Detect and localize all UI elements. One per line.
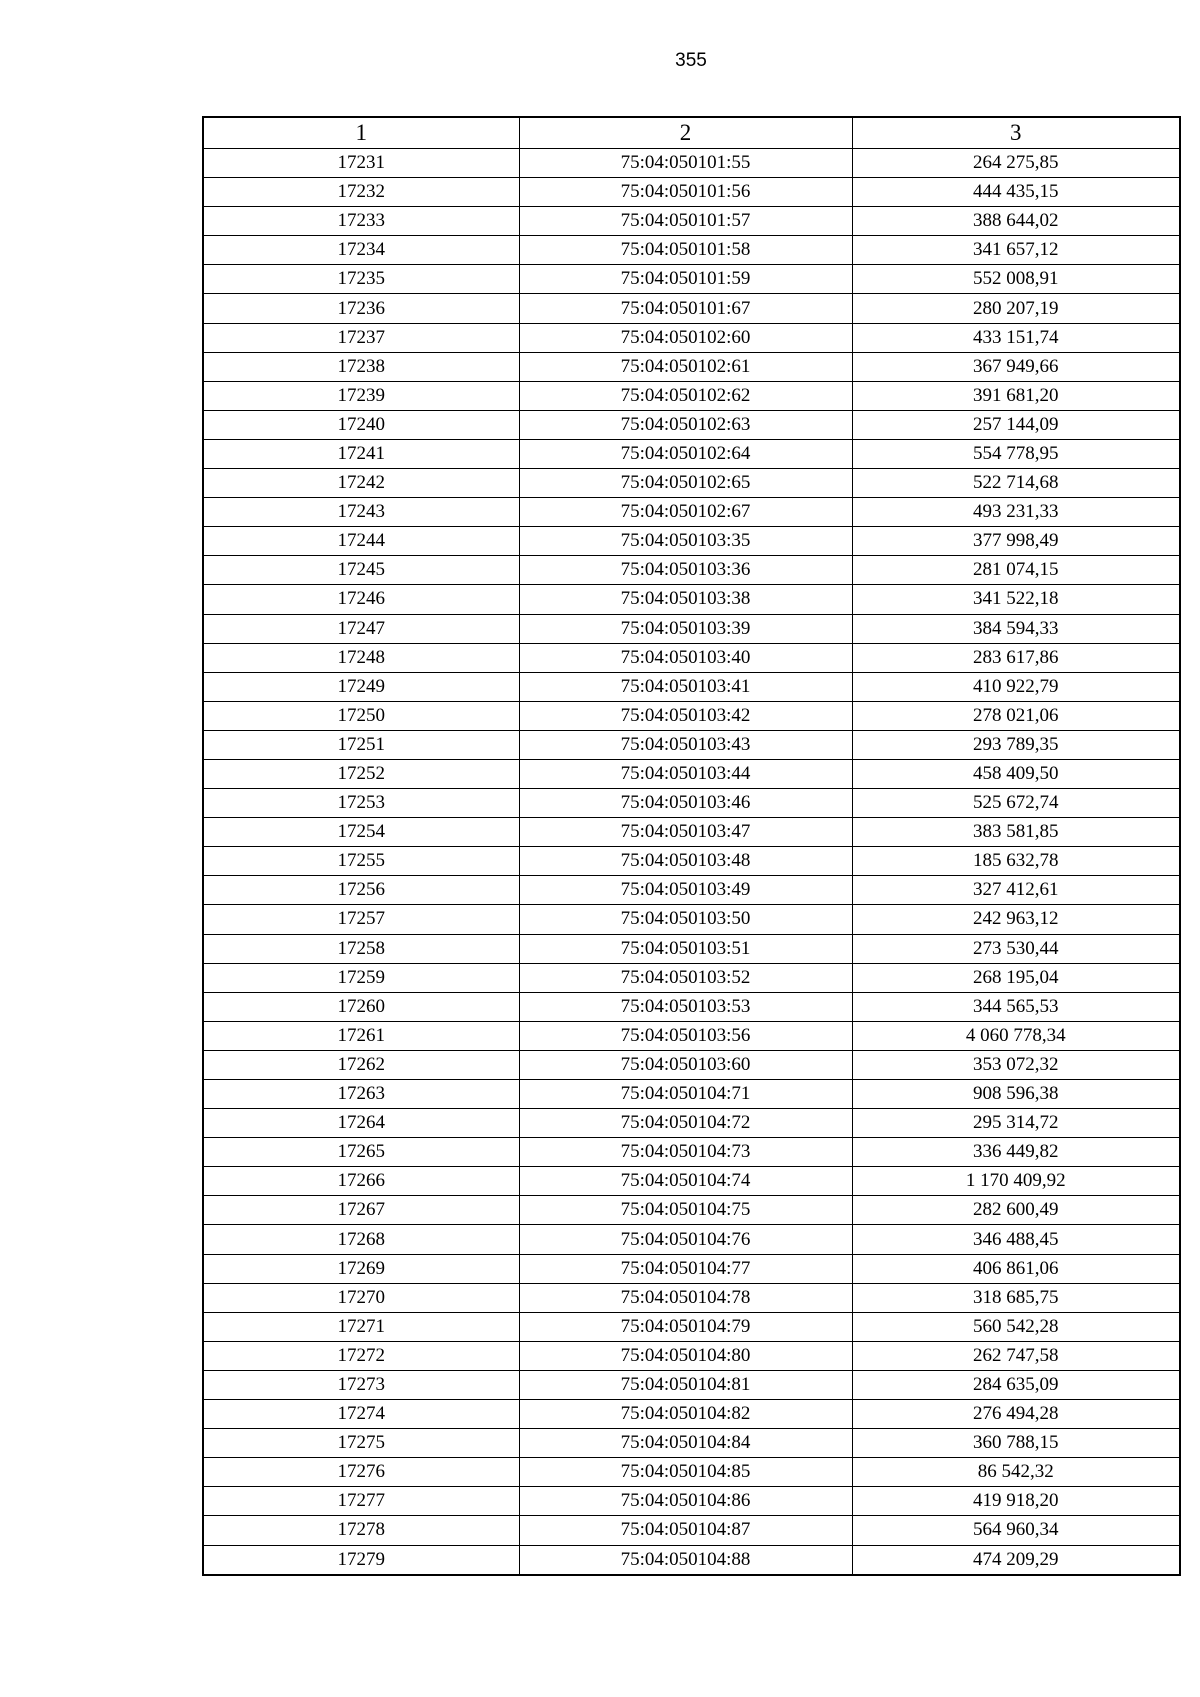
value-cell: 281 074,15 bbox=[852, 556, 1180, 585]
row-number-cell: 17245 bbox=[203, 556, 519, 585]
cadastral-number-cell: 75:04:050103:36 bbox=[519, 556, 852, 585]
table-row bbox=[203, 992, 1180, 1021]
value-cell: 560 542,28 bbox=[852, 1312, 1180, 1341]
row-number-cell: 17231 bbox=[203, 149, 519, 178]
value-cell: 341 657,12 bbox=[852, 236, 1180, 265]
table-row bbox=[203, 905, 1180, 934]
row-number-cell: 17256 bbox=[203, 876, 519, 905]
cadastral-number-cell: 75:04:050103:43 bbox=[519, 730, 852, 759]
table-row bbox=[203, 527, 1180, 556]
table-row bbox=[203, 701, 1180, 730]
row-number-cell: 17247 bbox=[203, 614, 519, 643]
table-row bbox=[203, 789, 1180, 818]
cadastral-number-cell: 75:04:050104:74 bbox=[519, 1167, 852, 1196]
cadastral-number-cell: 75:04:050102:67 bbox=[519, 498, 852, 527]
row-number-cell: 17248 bbox=[203, 643, 519, 672]
row-number-cell: 17259 bbox=[203, 963, 519, 992]
row-number-cell: 17265 bbox=[203, 1138, 519, 1167]
row-number-cell: 17264 bbox=[203, 1109, 519, 1138]
header-row bbox=[203, 117, 1180, 149]
table-row bbox=[203, 759, 1180, 788]
table-row bbox=[203, 876, 1180, 905]
table-row bbox=[203, 1167, 1180, 1196]
row-number-cell: 17238 bbox=[203, 352, 519, 381]
table-row bbox=[203, 1021, 1180, 1050]
cadastral-number-cell: 75:04:050101:55 bbox=[519, 149, 852, 178]
table-row bbox=[203, 1429, 1180, 1458]
value-cell: 419 918,20 bbox=[852, 1487, 1180, 1516]
row-number-cell: 17240 bbox=[203, 410, 519, 439]
cadastral-number-cell: 75:04:050104:75 bbox=[519, 1196, 852, 1225]
cadastral-number-cell: 75:04:050104:85 bbox=[519, 1458, 852, 1487]
cadastral-number-cell: 75:04:050104:77 bbox=[519, 1254, 852, 1283]
value-cell: 86 542,32 bbox=[852, 1458, 1180, 1487]
cadastral-number-cell: 75:04:050101:59 bbox=[519, 265, 852, 294]
table-row bbox=[203, 352, 1180, 381]
cadastral-number-cell: 75:04:050103:44 bbox=[519, 759, 852, 788]
cadastral-number-cell: 75:04:050103:51 bbox=[519, 934, 852, 963]
value-cell: 264 275,85 bbox=[852, 149, 1180, 178]
value-cell: 391 681,20 bbox=[852, 381, 1180, 410]
page-number: 355 bbox=[675, 50, 707, 71]
row-number-cell: 17276 bbox=[203, 1458, 519, 1487]
cadastral-number-cell: 75:04:050104:80 bbox=[519, 1341, 852, 1370]
cadastral-number-cell: 75:04:050104:81 bbox=[519, 1370, 852, 1399]
value-cell: 295 314,72 bbox=[852, 1109, 1180, 1138]
value-cell: 554 778,95 bbox=[852, 439, 1180, 468]
table-row bbox=[203, 1254, 1180, 1283]
value-cell: 185 632,78 bbox=[852, 847, 1180, 876]
row-number-cell: 17244 bbox=[203, 527, 519, 556]
value-cell: 388 644,02 bbox=[852, 207, 1180, 236]
table-row bbox=[203, 1225, 1180, 1254]
row-number-cell: 17239 bbox=[203, 381, 519, 410]
row-number-cell: 17262 bbox=[203, 1050, 519, 1079]
table-row bbox=[203, 1516, 1180, 1545]
table-row bbox=[203, 410, 1180, 439]
row-number-cell: 17252 bbox=[203, 759, 519, 788]
cadastral-number-cell: 75:04:050104:78 bbox=[519, 1283, 852, 1312]
cadastral-number-cell: 75:04:050104:73 bbox=[519, 1138, 852, 1167]
cadastral-number-cell: 75:04:050103:47 bbox=[519, 818, 852, 847]
cadastral-number-cell: 75:04:050103:52 bbox=[519, 963, 852, 992]
row-number-cell: 17266 bbox=[203, 1167, 519, 1196]
row-number-cell: 17250 bbox=[203, 701, 519, 730]
table-row bbox=[203, 294, 1180, 323]
cadastral-number-cell: 75:04:050102:60 bbox=[519, 323, 852, 352]
table-row bbox=[203, 934, 1180, 963]
row-number-cell: 17236 bbox=[203, 294, 519, 323]
table-row bbox=[203, 236, 1180, 265]
value-cell: 384 594,33 bbox=[852, 614, 1180, 643]
row-number-cell: 17242 bbox=[203, 469, 519, 498]
value-cell: 344 565,53 bbox=[852, 992, 1180, 1021]
row-number-cell: 17243 bbox=[203, 498, 519, 527]
table-header bbox=[203, 117, 1180, 149]
value-cell: 283 617,86 bbox=[852, 643, 1180, 672]
value-cell: 525 672,74 bbox=[852, 789, 1180, 818]
table-row bbox=[203, 207, 1180, 236]
table-row bbox=[203, 381, 1180, 410]
table-row bbox=[203, 730, 1180, 759]
value-cell: 278 021,06 bbox=[852, 701, 1180, 730]
value-cell: 346 488,45 bbox=[852, 1225, 1180, 1254]
row-number-cell: 17271 bbox=[203, 1312, 519, 1341]
value-cell: 444 435,15 bbox=[852, 178, 1180, 207]
table-row bbox=[203, 439, 1180, 468]
value-cell: 282 600,49 bbox=[852, 1196, 1180, 1225]
table-row bbox=[203, 643, 1180, 672]
row-number-cell: 17249 bbox=[203, 672, 519, 701]
row-number-cell: 17235 bbox=[203, 265, 519, 294]
table-row bbox=[203, 1312, 1180, 1341]
value-cell: 458 409,50 bbox=[852, 759, 1180, 788]
cadastral-number-cell: 75:04:050103:50 bbox=[519, 905, 852, 934]
cadastral-number-cell: 75:04:050101:57 bbox=[519, 207, 852, 236]
value-cell: 284 635,09 bbox=[852, 1370, 1180, 1399]
table-row bbox=[203, 323, 1180, 352]
cadastral-number-cell: 75:04:050104:79 bbox=[519, 1312, 852, 1341]
cadastral-number-cell: 75:04:050103:35 bbox=[519, 527, 852, 556]
row-number-cell: 17263 bbox=[203, 1080, 519, 1109]
table-row bbox=[203, 265, 1180, 294]
cadastral-number-cell: 75:04:050103:53 bbox=[519, 992, 852, 1021]
table-row bbox=[203, 963, 1180, 992]
value-cell: 4 060 778,34 bbox=[852, 1021, 1180, 1050]
column-header-1: 1 bbox=[203, 117, 519, 149]
row-number-cell: 17241 bbox=[203, 439, 519, 468]
row-number-cell: 17253 bbox=[203, 789, 519, 818]
row-number-cell: 17269 bbox=[203, 1254, 519, 1283]
cadastral-number-cell: 75:04:050104:72 bbox=[519, 1109, 852, 1138]
value-cell: 564 960,34 bbox=[852, 1516, 1180, 1545]
cadastral-number-cell: 75:04:050103:42 bbox=[519, 701, 852, 730]
row-number-cell: 17258 bbox=[203, 934, 519, 963]
value-cell: 474 209,29 bbox=[852, 1545, 1180, 1575]
table-row bbox=[203, 1109, 1180, 1138]
cadastral-number-cell: 75:04:050101:67 bbox=[519, 294, 852, 323]
table-row bbox=[203, 1487, 1180, 1516]
row-number-cell: 17273 bbox=[203, 1370, 519, 1399]
table-row bbox=[203, 1196, 1180, 1225]
value-cell: 1 170 409,92 bbox=[852, 1167, 1180, 1196]
cadastral-number-cell: 75:04:050103:49 bbox=[519, 876, 852, 905]
value-cell: 406 861,06 bbox=[852, 1254, 1180, 1283]
row-number-cell: 17234 bbox=[203, 236, 519, 265]
value-cell: 410 922,79 bbox=[852, 672, 1180, 701]
row-number-cell: 17260 bbox=[203, 992, 519, 1021]
value-cell: 493 231,33 bbox=[852, 498, 1180, 527]
row-number-cell: 17233 bbox=[203, 207, 519, 236]
table-row bbox=[203, 1138, 1180, 1167]
cadastral-number-cell: 75:04:050102:62 bbox=[519, 381, 852, 410]
cadastral-number-cell: 75:04:050102:63 bbox=[519, 410, 852, 439]
value-cell: 293 789,35 bbox=[852, 730, 1180, 759]
value-cell: 341 522,18 bbox=[852, 585, 1180, 614]
row-number-cell: 17277 bbox=[203, 1487, 519, 1516]
row-number-cell: 17274 bbox=[203, 1400, 519, 1429]
data-table bbox=[202, 116, 1181, 1576]
row-number-cell: 17270 bbox=[203, 1283, 519, 1312]
cadastral-number-cell: 75:04:050104:88 bbox=[519, 1545, 852, 1575]
cadastral-number-cell: 75:04:050103:41 bbox=[519, 672, 852, 701]
value-cell: 383 581,85 bbox=[852, 818, 1180, 847]
table-row bbox=[203, 1341, 1180, 1370]
table-row bbox=[203, 1545, 1180, 1575]
table-row bbox=[203, 818, 1180, 847]
table-row bbox=[203, 1050, 1180, 1079]
cadastral-number-cell: 75:04:050104:87 bbox=[519, 1516, 852, 1545]
value-cell: 552 008,91 bbox=[852, 265, 1180, 294]
row-number-cell: 17261 bbox=[203, 1021, 519, 1050]
table-row bbox=[203, 1400, 1180, 1429]
table-row bbox=[203, 585, 1180, 614]
cadastral-number-cell: 75:04:050104:76 bbox=[519, 1225, 852, 1254]
row-number-cell: 17272 bbox=[203, 1341, 519, 1370]
column-header-3: 3 bbox=[852, 117, 1180, 149]
row-number-cell: 17254 bbox=[203, 818, 519, 847]
row-number-cell: 17275 bbox=[203, 1429, 519, 1458]
value-cell: 273 530,44 bbox=[852, 934, 1180, 963]
cadastral-number-cell: 75:04:050104:84 bbox=[519, 1429, 852, 1458]
row-number-cell: 17268 bbox=[203, 1225, 519, 1254]
value-cell: 280 207,19 bbox=[852, 294, 1180, 323]
value-cell: 276 494,28 bbox=[852, 1400, 1180, 1429]
value-cell: 522 714,68 bbox=[852, 469, 1180, 498]
cadastral-number-cell: 75:04:050102:61 bbox=[519, 352, 852, 381]
column-header-2: 2 bbox=[519, 117, 852, 149]
value-cell: 262 747,58 bbox=[852, 1341, 1180, 1370]
cadastral-number-cell: 75:04:050103:56 bbox=[519, 1021, 852, 1050]
row-number-cell: 17257 bbox=[203, 905, 519, 934]
table-row bbox=[203, 672, 1180, 701]
table-row bbox=[203, 556, 1180, 585]
value-cell: 268 195,04 bbox=[852, 963, 1180, 992]
row-number-cell: 17255 bbox=[203, 847, 519, 876]
cadastral-number-cell: 75:04:050103:39 bbox=[519, 614, 852, 643]
cadastral-number-cell: 75:04:050104:82 bbox=[519, 1400, 852, 1429]
row-number-cell: 17246 bbox=[203, 585, 519, 614]
value-cell: 336 449,82 bbox=[852, 1138, 1180, 1167]
value-cell: 908 596,38 bbox=[852, 1080, 1180, 1109]
table-row bbox=[203, 469, 1180, 498]
value-cell: 318 685,75 bbox=[852, 1283, 1180, 1312]
value-cell: 377 998,49 bbox=[852, 527, 1180, 556]
cadastral-number-cell: 75:04:050104:71 bbox=[519, 1080, 852, 1109]
cadastral-number-cell: 75:04:050101:58 bbox=[519, 236, 852, 265]
table-row bbox=[203, 1370, 1180, 1399]
row-number-cell: 17278 bbox=[203, 1516, 519, 1545]
table-row bbox=[203, 614, 1180, 643]
table-row bbox=[203, 498, 1180, 527]
value-cell: 433 151,74 bbox=[852, 323, 1180, 352]
cadastral-number-cell: 75:04:050103:48 bbox=[519, 847, 852, 876]
table-row bbox=[203, 178, 1180, 207]
row-number-cell: 17232 bbox=[203, 178, 519, 207]
cadastral-number-cell: 75:04:050103:60 bbox=[519, 1050, 852, 1079]
cadastral-number-cell: 75:04:050102:64 bbox=[519, 439, 852, 468]
cadastral-number-cell: 75:04:050104:86 bbox=[519, 1487, 852, 1516]
cadastral-number-cell: 75:04:050103:40 bbox=[519, 643, 852, 672]
value-cell: 242 963,12 bbox=[852, 905, 1180, 934]
table-row bbox=[203, 149, 1180, 178]
table-row bbox=[203, 847, 1180, 876]
value-cell: 257 144,09 bbox=[852, 410, 1180, 439]
value-cell: 353 072,32 bbox=[852, 1050, 1180, 1079]
value-cell: 327 412,61 bbox=[852, 876, 1180, 905]
table-body bbox=[203, 149, 1180, 1575]
cadastral-number-cell: 75:04:050103:46 bbox=[519, 789, 852, 818]
row-number-cell: 17237 bbox=[203, 323, 519, 352]
row-number-cell: 17279 bbox=[203, 1545, 519, 1575]
table-row bbox=[203, 1080, 1180, 1109]
table-row bbox=[203, 1283, 1180, 1312]
cadastral-number-cell: 75:04:050101:56 bbox=[519, 178, 852, 207]
value-cell: 367 949,66 bbox=[852, 352, 1180, 381]
row-number-cell: 17251 bbox=[203, 730, 519, 759]
row-number-cell: 17267 bbox=[203, 1196, 519, 1225]
cadastral-number-cell: 75:04:050103:38 bbox=[519, 585, 852, 614]
cadastral-number-cell: 75:04:050102:65 bbox=[519, 469, 852, 498]
table-row bbox=[203, 1458, 1180, 1487]
value-cell: 360 788,15 bbox=[852, 1429, 1180, 1458]
